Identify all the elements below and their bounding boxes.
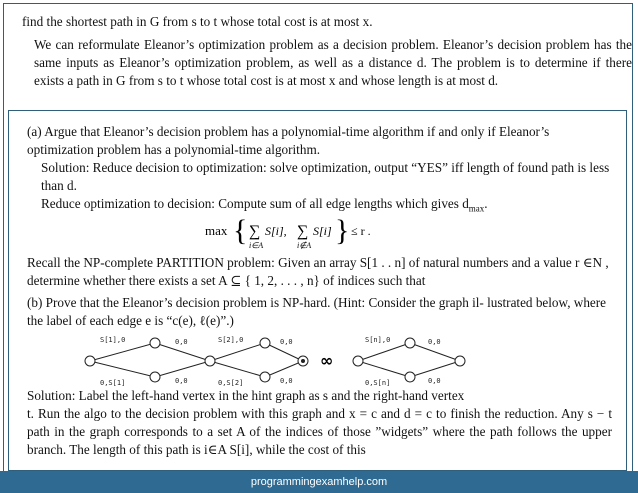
vertex-t bbox=[455, 356, 465, 366]
part-a-question bbox=[27, 123, 612, 159]
hint-graph bbox=[60, 333, 620, 393]
equation-svg bbox=[205, 218, 445, 252]
footer-bar bbox=[0, 471, 638, 493]
label-upper-3: S[2],0 bbox=[218, 336, 244, 344]
partition-equation bbox=[205, 218, 445, 252]
part-a-solution: Solution: Reduce decision to optimization: solve optimization, output “YES” iff length of found path is less than d. bbox=[41, 160, 610, 193]
eq-max: max bbox=[205, 223, 228, 238]
intro-paragraph: We can reformulate Eleanor’s optimization problem as a decision problem. Eleanor’s decision problem has the same inputs as Eleanor’s optimization problem, as well as a distance d. The problem is to determine if there exists a path in G from s to t whose total cost is at most x and whose length is at most d. bbox=[34, 37, 632, 88]
label-lower-2: 0,0 bbox=[175, 377, 188, 385]
label-lower-1: 0,S[1] bbox=[100, 379, 126, 387]
sum-1-symbol: ∑ bbox=[249, 223, 261, 240]
label-lower-4: 0,0 bbox=[280, 377, 293, 385]
right-brace: } bbox=[335, 218, 350, 247]
graph-ellipsis: ∞ bbox=[320, 351, 334, 370]
label-upper-6: 0,0 bbox=[428, 338, 441, 346]
vertex-lower-n bbox=[405, 372, 415, 382]
vertex-upper-2 bbox=[260, 338, 270, 348]
part-b-solution-line1: Solution: Label the left-hand vertex in the hint graph as s and the right-hand vertex bbox=[27, 388, 465, 403]
vertex-upper-n bbox=[405, 338, 415, 348]
footer-website[interactable]: programmingexamhelp.com bbox=[250, 476, 388, 488]
vertex-upper-1 bbox=[150, 338, 160, 348]
vertex-mid-n bbox=[353, 356, 363, 366]
sum-2-index: i∉A bbox=[297, 241, 312, 250]
reduction-text: Reduce optimization to decision: Compute sum of all edge lengths which gives d bbox=[41, 196, 469, 211]
vertex-mid-1 bbox=[205, 356, 215, 366]
label-upper-2: 0,0 bbox=[175, 338, 188, 346]
label-lower-6: 0,0 bbox=[428, 377, 441, 385]
dmax-subscript: max bbox=[468, 203, 485, 214]
label-upper-1: S[1],0 bbox=[100, 336, 126, 344]
sum-2-symbol: ∑ bbox=[297, 223, 309, 240]
label-lower-5: 0,S[n] bbox=[365, 379, 391, 387]
graph-svg bbox=[60, 333, 620, 389]
sum-1-term: S[i], bbox=[265, 224, 287, 238]
left-brace: { bbox=[233, 218, 248, 247]
eq-rhs: ≤ r . bbox=[351, 224, 371, 238]
vertex-s bbox=[85, 356, 95, 366]
vertex-lower-1 bbox=[150, 372, 160, 382]
part-a-reduction: Reduce optimization to decision: Compute sum of all edge lengths which gives $d_{max}$. bbox=[41, 196, 488, 214]
label-upper-4: 0,0 bbox=[280, 338, 293, 346]
sum-2-term: S[i] bbox=[313, 224, 332, 238]
part-b-question: (b) Prove that the Eleanor’s decision problem is NP-hard. (Hint: Consider the graph il- lustrated below, where the label of each edge e is “c(e), ℓ(e)”.) bbox=[27, 295, 607, 328]
label-lower-3: 0,S[2] bbox=[218, 379, 244, 387]
partition-recall: Recall the NP-complete PARTITION problem: Given an array S[1 . . n] of natural numbers and a value r ∈N , determine whether there exists a set A ⊆ { 1, 2, . . . , n} of indices such that bbox=[27, 255, 609, 288]
part-b-solution-body: t. Run the algo to the decision problem with this graph and x = c and d = c to finish the reduction. Any s − t path in the graph corresponds to a set A of the indices of those ”widgets” where the path follows the upper branch. The length of this path is i∈A S[i], while the cost of this bbox=[27, 406, 612, 457]
sum-1-index: i∈A bbox=[249, 241, 264, 250]
part-a-text: (a) Argue that Eleanor’s decision problem has a polynomial-time algorithm if and only if Eleanor’s optimization problem has a polynomial-time algorithm. bbox=[27, 124, 550, 157]
label-upper-5: S[n],0 bbox=[365, 336, 391, 344]
vertex-mid-2-dot bbox=[301, 359, 305, 363]
vertex-lower-2 bbox=[260, 372, 270, 382]
intro-line: find the shortest path in G from s to t whose total cost is at most x. bbox=[22, 14, 373, 29]
